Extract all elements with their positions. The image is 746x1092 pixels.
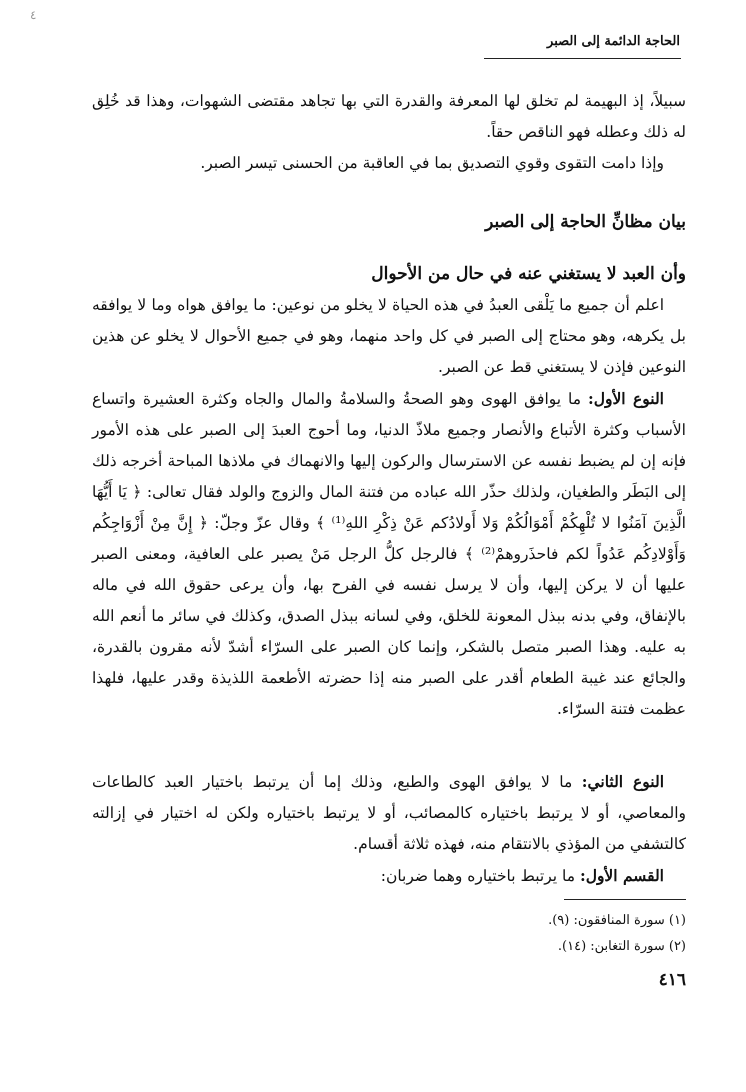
footnotes: [92, 908, 686, 960]
type1-label: النوع الأول:: [588, 389, 664, 408]
section-subtitle: وأن العبد لا يستغني عنه في حال من الأحوال: [371, 264, 686, 284]
intro-paragraph-2: وإذا دامت التقوى وقوي التصديق بما في العاقبة من الحسنى تيسر الصبر.: [200, 154, 664, 172]
type2-paragraph: [92, 766, 686, 860]
footnote-1: (١) سورة المنافقون: (٩).: [548, 913, 686, 928]
corner-mark: ٤: [30, 8, 37, 22]
running-title: الحاجة الدائمة إلى الصبر: [547, 34, 680, 49]
part1-paragraph: [92, 860, 686, 892]
type1-paragraph: [92, 383, 686, 725]
type2-block: [92, 766, 686, 892]
section-intro-block: [92, 290, 686, 383]
type1-block: [92, 383, 686, 725]
header-rule: [484, 58, 681, 59]
part1-text: ما يرتبط باختياره وهما ضربان:: [380, 867, 580, 885]
footnote-2: (٢) سورة التغابن: (١٤).: [557, 939, 686, 954]
intro-paragraph-1: سبيلاً، إذ البهيمة لم تخلق لها المعرفة والقدرة التي بها تجاهد مقتضى الشهوات، وهذا قد خُلِق له ذلك وعطله فهو الناقص حقاً.: [92, 92, 686, 141]
footnote-rule: [564, 899, 686, 900]
type2-text: ما لا يوافق الهوى والطبع، وذلك إما أن يرتبط باختيار العبد كالطاعات والمعاصي، أو لا يرتبط باختياره كالمصائب، أو لا يرتبط باختياره ولكن له اختيار في إزالته كالتشفي من المؤذي بالانتقام منه، فهذه ثلاثة أقسام.: [92, 773, 686, 853]
intro-block: [92, 86, 686, 179]
page-number: ٤١٦: [658, 970, 686, 990]
section-title: بيان مظانِّ الحاجة إلى الصبر: [485, 212, 686, 232]
section-paragraph-1: اعلم أن جميع ما يَلْقى العبدُ في هذه الحياة لا يخلو من نوعين: ما يوافق هواه وما لا يوافقه بل يكرهه، وهو محتاج إلى الصبر في كل واحد منهما، وهو في جميع الأحوال لا يخلو عن هذين النوعين فإذن لا يستغني قط عن الصبر.: [92, 296, 686, 376]
type1-text: ما يوافق الهوى وهو الصحةُ والسلامةُ والمال والجاه وكثرة العشيرة واتساع الأسباب وكثرة الأتباع والأنصار وجميع ملاذّ الدنيا، وما أحوج العبدَ إلى الصبر على هذه الأمور فإنه إن لم يضبط نفسه عن الاسترسال والركون إليها والانهماك في ملاذها المباحة أخرجه ذلك إلى البَطَر والطغيان، ولذلك حذّر الله عباده من فتنة المال والزوج والولد فقال تعالى: ﴿ يَا أَيُّهَا الَّذِينَ آمَنُوا لا تُلْهِكُمْ أَمْوَالُكُمْ وَلا أَولادُكم عَنْ ذِكْرِ اللهِ⁽¹⁾ ﴾ وقال عزّ وجلّ: ﴿ إِنَّ مِنْ أَزْوَاجِكُم وَأَوْلادِكُم عَدُواً لكم فاحذَروهمْ⁽²⁾ ﴾ فالرجل كلُّ الرجل مَنْ يصبر على العافية، ومعنى الصبر عليها أن لا يركن إليها، وأن لا يرسل نفسه في الفرح بها، وأن يرعى حقوق الله في ماله بالإنفاق، وفي بدنه ببذل المعونة للخلق، وفي لسانه ببذل الصدق، وكذلك في سائر ما أنعم الله به عليه. وهذا الصبر متصل بالشكر، وإنما كان الصبر على السرّاء أشدّ لأنه مقرون بالقدرة، والجائع عند غيبة الطعام أقدر على الصبر منه إذا حضرته الأطعمة اللذيذة وقدر عليها، فلهذا عظمت فتنة السرّاء.: [92, 390, 686, 718]
part1-label: القسم الأول:: [579, 866, 664, 885]
type2-label: النوع الثاني:: [581, 772, 664, 791]
